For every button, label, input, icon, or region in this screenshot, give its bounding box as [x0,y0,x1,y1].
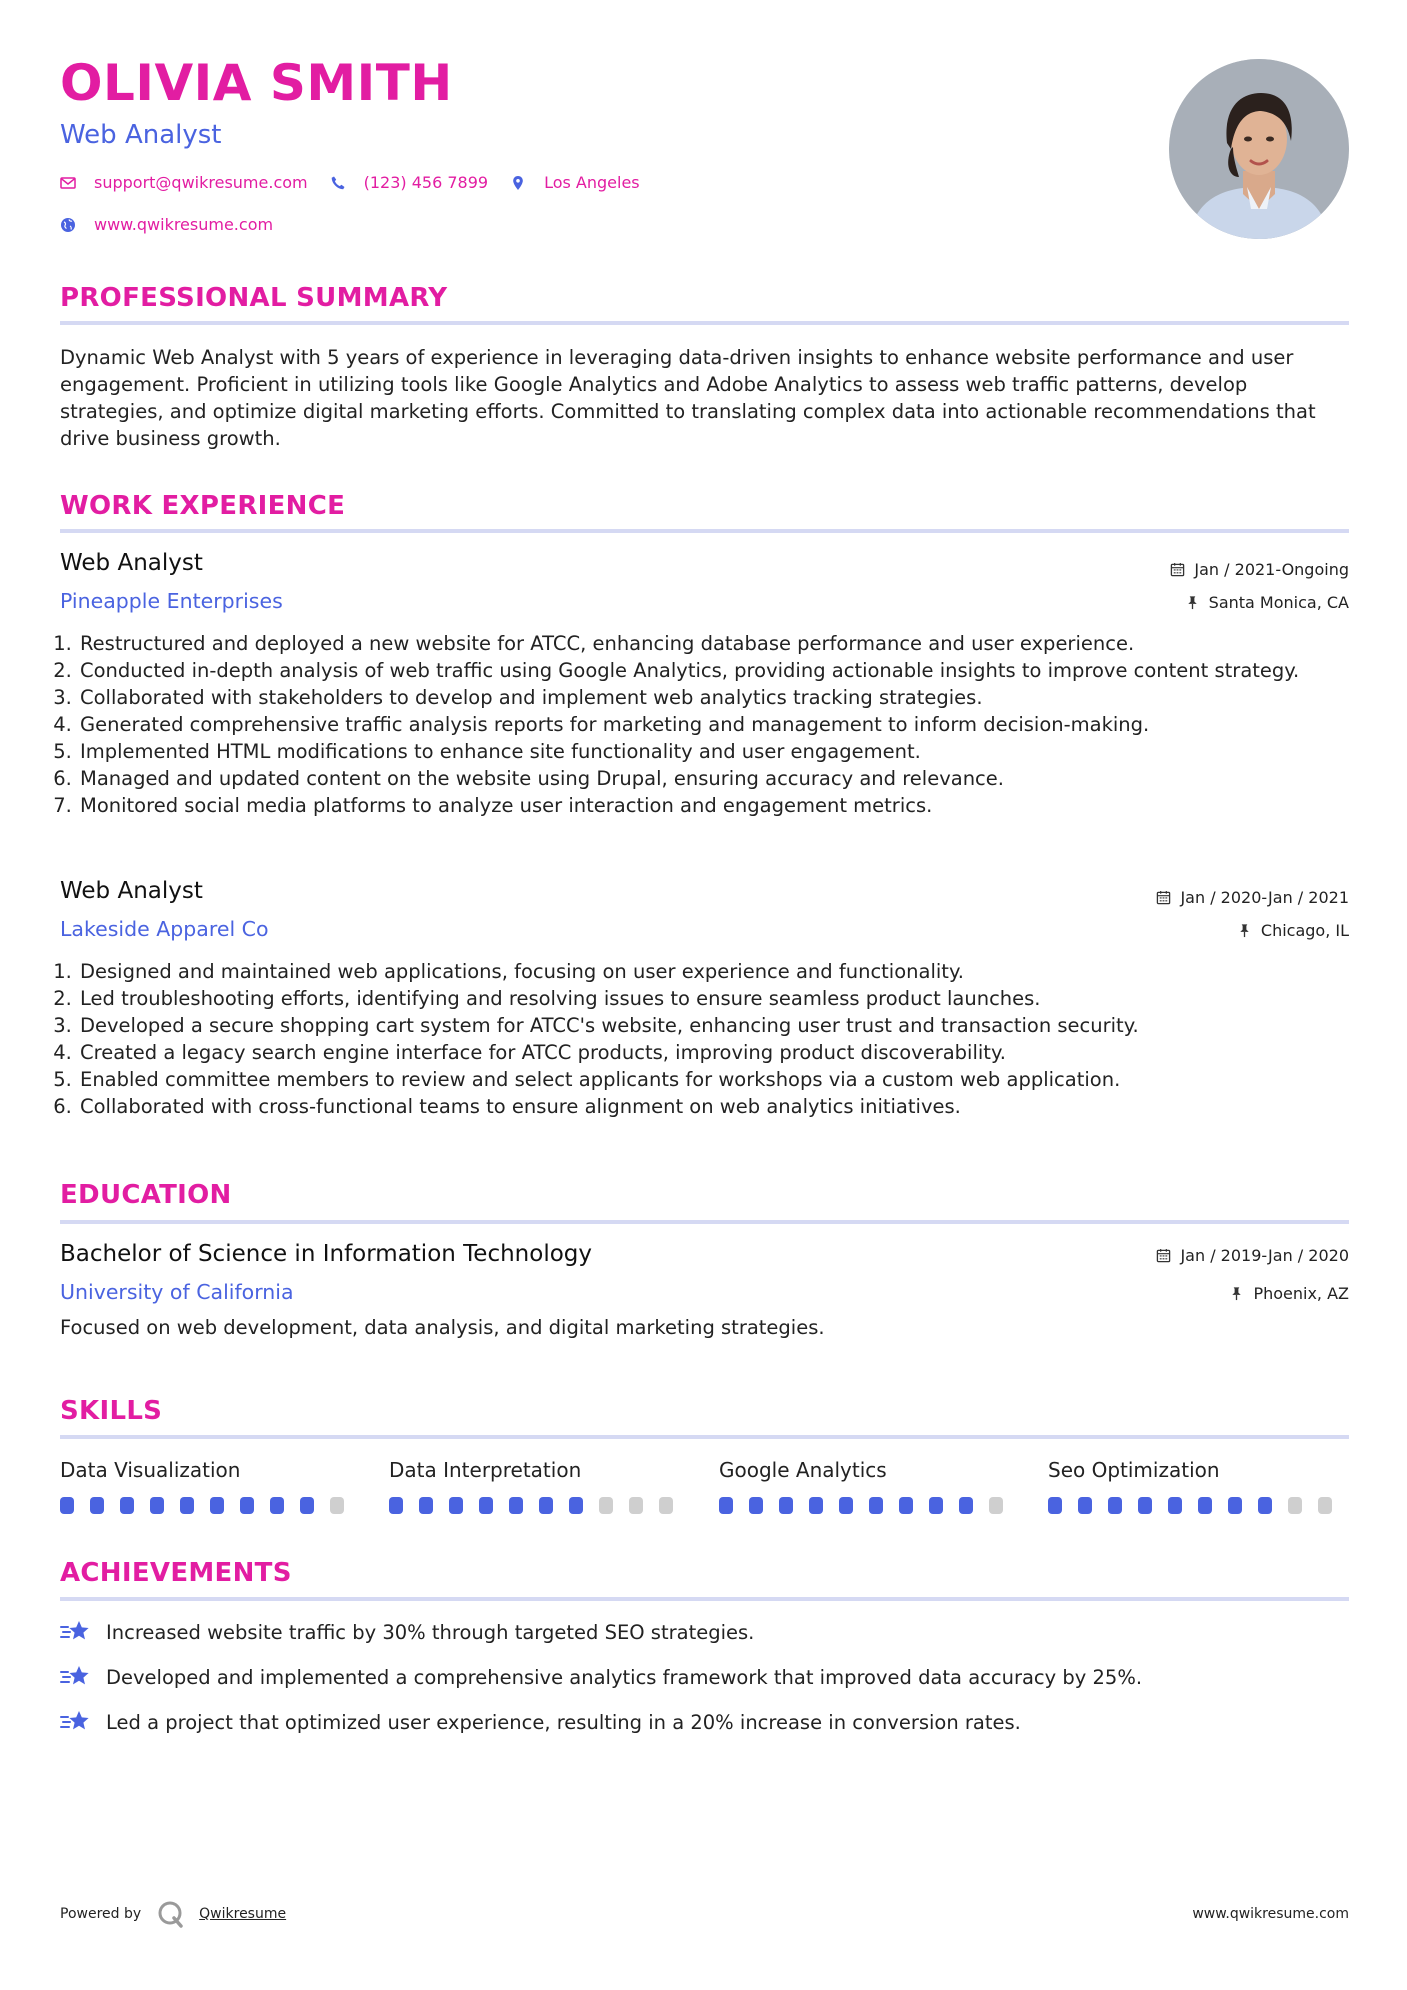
list-item: 5. Implemented HTML modifications to enhance site functionality and user engagement. [78,738,1349,765]
job-location [1237,921,1349,940]
education-location-text: Phoenix, AZ [1253,1284,1349,1303]
footer-powered-by [60,1900,286,1928]
list-item: 3. Developed a secure shopping cart system for ATCC's website, enhancing user trust and transaction security. [78,1012,1349,1039]
location-text: Los Angeles [544,173,640,192]
summary-heading: PROFESSIONAL SUMMARY [60,283,448,313]
skill-name: Data Interpretation [389,1458,582,1482]
divider [60,1435,1349,1439]
list-item: 7. Monitored social media platforms to analyze user interaction and engagement metrics. [78,792,1349,819]
job-company: Pineapple Enterprises [60,589,283,613]
skill-dot-filled [1138,1497,1152,1514]
job-bullets [60,958,1349,1120]
divider [60,1597,1349,1601]
skill-dot-filled [60,1497,74,1514]
skill-name: Seo Optimization [1048,1458,1220,1482]
divider [60,321,1349,325]
skill-dot-filled [180,1497,194,1514]
education-description: Focused on web development, data analysis, and digital marketing strategies. [60,1316,825,1339]
qwikresume-logo-icon [157,1900,185,1928]
skill-dot-filled [1048,1497,1062,1514]
skill-dot-empty [1318,1497,1332,1514]
skill-rating [389,1497,689,1514]
phone-icon [330,175,346,191]
shooting-star-icon [60,1618,92,1646]
skill-dot-empty [599,1497,613,1514]
skill-dot-filled [1258,1497,1272,1514]
contact-website[interactable] [60,215,273,234]
skills-heading: SKILLS [60,1396,163,1426]
job-company: Lakeside Apparel Co [60,917,269,941]
contact-row-web [60,215,295,234]
job-dates [1170,560,1349,579]
calendar-icon [1156,1248,1171,1263]
job-title: Web Analyst [60,550,203,576]
list-item: 3. Collaborated with stakeholders to develop and implement web analytics tracking strategies. [78,684,1349,711]
job-title: Web Analyst [60,878,203,904]
skill-dot-filled [300,1497,314,1514]
skill-rating [60,1497,360,1514]
achievement-item [60,1663,1142,1691]
list-item: 1. Restructured and deployed a new website for ATCC, enhancing database performance and user experience. [78,630,1349,657]
skill-dot-filled [1198,1497,1212,1514]
contact-phone[interactable] [330,173,488,192]
skill-dot-empty [659,1497,673,1514]
skill-item [719,1458,1019,1514]
list-item: 2. Led troubleshooting efforts, identifying and resolving issues to ensure seamless product launches. [78,985,1349,1012]
skill-dot-empty [989,1497,1003,1514]
skill-dot-filled [809,1497,823,1514]
footer-url[interactable]: www.qwikresume.com [1192,1906,1349,1922]
skill-dot-filled [270,1497,284,1514]
skill-dot-filled [1228,1497,1242,1514]
experience-heading: WORK EXPERIENCE [60,491,346,521]
job-bullets [60,630,1349,819]
list-item: 4. Generated comprehensive traffic analysis reports for marketing and management to inform decision-making. [78,711,1349,738]
skill-dot-filled [1168,1497,1182,1514]
globe-icon [60,217,76,233]
job-location [1185,593,1349,612]
phone-text: (123) 456 7899 [363,173,489,192]
skill-dot-filled [240,1497,254,1514]
divider [60,1220,1349,1224]
skill-dot-filled [449,1497,463,1514]
contact-location [510,173,640,192]
profile-photo [1169,59,1349,239]
skill-dot-filled [150,1497,164,1514]
job-location-text: Chicago, IL [1260,921,1349,940]
list-item: 5. Enabled committee members to review and select applicants for workshops via a custom web application. [78,1066,1349,1093]
calendar-icon [1156,890,1171,905]
pushpin-icon [1185,595,1200,610]
brand-link[interactable]: Qwikresume [199,1906,287,1922]
divider [60,529,1349,533]
job-dates-text: Jan / 2020-Jan / 2021 [1180,888,1349,907]
skill-dot-filled [1078,1497,1092,1514]
skill-dot-filled [419,1497,433,1514]
pushpin-icon [1229,1286,1244,1301]
list-item: 6. Collaborated with cross-functional teams to ensure alignment on web analytics initiatives. [78,1093,1349,1120]
achievement-item [60,1618,754,1646]
skill-dot-filled [929,1497,943,1514]
list-item: 1. Designed and maintained web applications, focusing on user experience and functionality. [78,958,1349,985]
skill-rating [1048,1497,1348,1514]
skill-dot-filled [839,1497,853,1514]
skill-dot-filled [120,1497,134,1514]
skill-dot-empty [1288,1497,1302,1514]
education-dates [1156,1246,1349,1265]
achievement-item [60,1708,1021,1736]
skill-dot-filled [899,1497,913,1514]
skill-dot-filled [90,1497,104,1514]
candidate-name: OLIVIA SMITH [60,54,453,112]
skill-dot-filled [389,1497,403,1514]
skill-dot-filled [959,1497,973,1514]
skill-dot-filled [749,1497,763,1514]
skill-dot-filled [869,1497,883,1514]
achievement-text: Led a project that optimized user experience, resulting in a 20% increase in conversion rates. [106,1710,1021,1734]
skill-item [389,1458,689,1514]
summary-text: Dynamic Web Analyst with 5 years of experience in leveraging data-driven insights to enhance website performance and user engagement. Proficient in utilizing tools like Google Analytics and Adobe Analytics to assess web traffic patterns, develop strategies, and optimize digital marketing efforts. Committed to translating complex data into actionable recommendations that drive business growth. [60,346,1316,450]
skill-name: Data Visualization [60,1458,241,1482]
skill-dot-filled [479,1497,493,1514]
candidate-role: Web Analyst [60,120,222,150]
powered-by-text: Powered by [60,1906,142,1922]
envelope-icon [60,175,76,191]
skill-dot-filled [210,1497,224,1514]
skill-rating [719,1497,1019,1514]
job-location-text: Santa Monica, CA [1208,593,1349,612]
list-item: 6. Managed and updated content on the website using Drupal, ensuring accuracy and relevance. [78,765,1349,792]
school-name: University of California [60,1280,294,1304]
shooting-star-icon [60,1708,92,1736]
skill-name: Google Analytics [719,1458,887,1482]
skill-dot-filled [1108,1497,1122,1514]
education-dates-text: Jan / 2019-Jan / 2020 [1180,1246,1349,1265]
achievements-heading: ACHIEVEMENTS [60,1558,292,1588]
job-dates-text: Jan / 2021-Ongoing [1194,560,1349,579]
education-location [1229,1284,1349,1303]
calendar-icon [1170,562,1185,577]
shooting-star-icon [60,1663,92,1691]
achievement-text: Developed and implemented a comprehensive analytics framework that improved data accuracy by 25%. [106,1665,1143,1689]
email-text: support@qwikresume.com [94,173,308,192]
job-dates [1156,888,1349,907]
skill-item [1048,1458,1348,1514]
contact-row [60,173,662,192]
skill-dot-filled [509,1497,523,1514]
degree-title: Bachelor of Science in Information Technology [60,1241,592,1267]
list-item: 4. Created a legacy search engine interface for ATCC products, improving product discoverability. [78,1039,1349,1066]
achievement-text: Increased website traffic by 30% through targeted SEO strategies. [106,1620,755,1644]
education-heading: EDUCATION [60,1180,232,1210]
skill-item [60,1458,360,1514]
skill-dot-empty [629,1497,643,1514]
website-text: www.qwikresume.com [94,215,274,234]
skill-dot-empty [330,1497,344,1514]
list-item: 2. Conducted in-depth analysis of web traffic using Google Analytics, providing actionable insights to improve content strategy. [78,657,1349,684]
map-pin-icon [510,175,526,191]
skill-dot-filled [569,1497,583,1514]
skill-dot-filled [719,1497,733,1514]
skill-dot-filled [539,1497,553,1514]
skill-dot-filled [779,1497,793,1514]
contact-email[interactable] [60,173,308,192]
pushpin-icon [1237,923,1252,938]
